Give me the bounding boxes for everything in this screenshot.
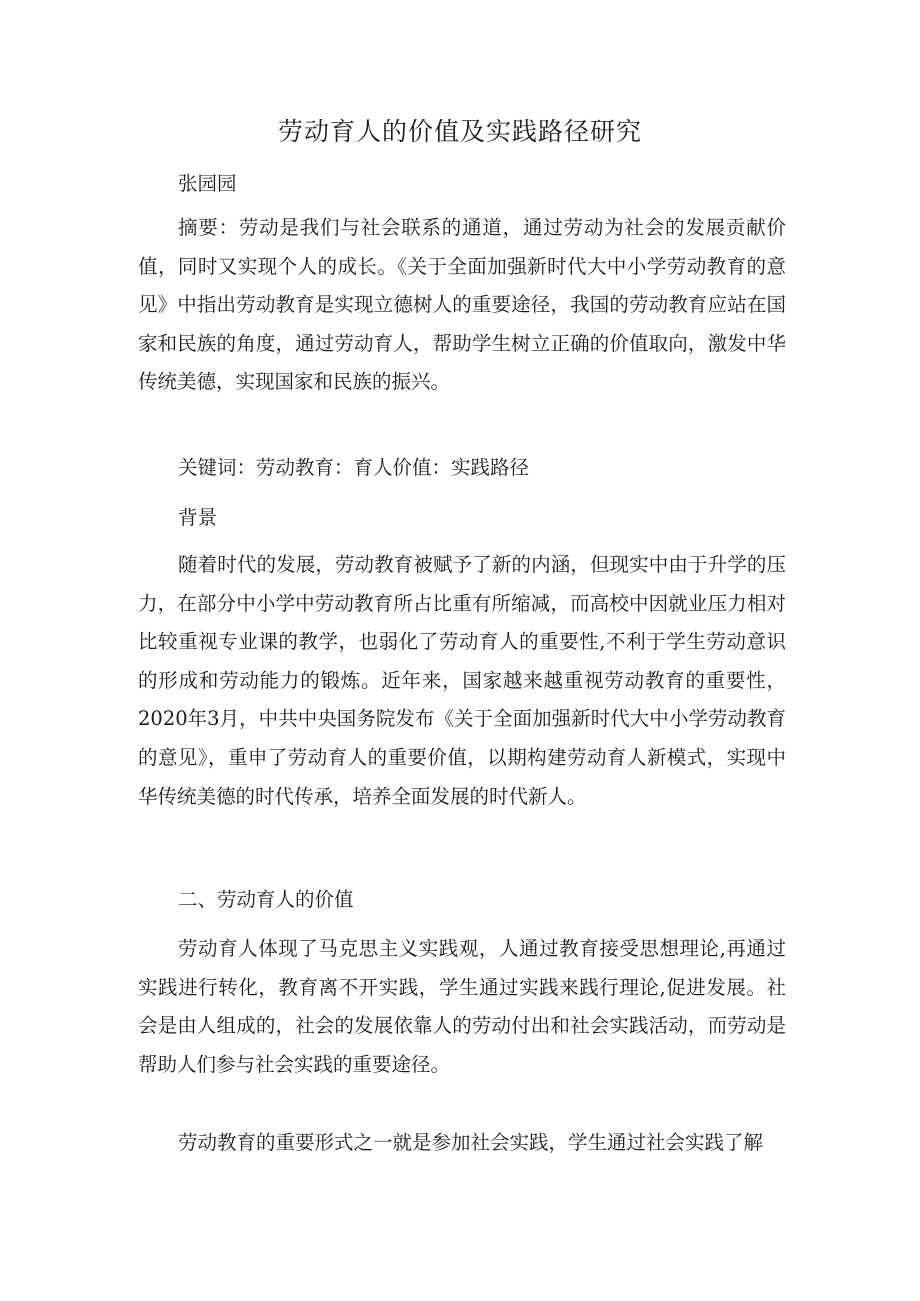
section-two-heading: 二、劳动育人的价值 bbox=[178, 888, 354, 911]
author-name: 张园园 bbox=[178, 172, 237, 195]
background-heading: 背景 bbox=[178, 506, 218, 529]
section-two-paragraph-continued: 劳动教育的重要形式之一就是参加社会实践，学生通过社会实践了解 bbox=[178, 1131, 764, 1154]
abstract-paragraph: 摘要：劳动是我们与社会联系的通道，通过劳动为社会的发展贡献价值，同时又实现个人的成长。《关于全面加强新时代大中小学劳动教育的意见》中指出劳动教育是实现立德树人的重要途径，我国的劳动教育应站在国家和民族的角度，通过劳动育人，帮助学生树立正确的价值取向，激发中华传统美德，实现国家和民族的振兴。 bbox=[138, 216, 786, 394]
section-two-paragraph: 劳动育人体现了马克思主义实践观，人通过教育接受思想理论,再通过实践进行转化，教育离不开实践，学生通过实践来践行理论,促进发展。社会是由人组成的，社会的发展依靠人的劳动付出和社会实践活动，而劳动是帮助人们参与社会实践的重要途径。 bbox=[138, 937, 786, 1076]
background-paragraph: 随着时代的发展，劳动教育被赋予了新的内涵，但现实中由于升学的压力，在部分中小学中劳动教育所占比重有所缩减，而高校中因就业压力相对比较重视专业课的教学，也弱化了劳动育人的重要性,不利于学生劳动意识的形成和劳动能力的锻炼。近年来，国家越来越重视劳动教育的重要性，2020年3月，中共中央国务院发布《关于全面加强新时代大中小学劳动教育的意见》，重申了劳动育人的重要价值，以期构建劳动育人新模式，实现中华传统美德的时代传承，培养全面发展的时代新人。 bbox=[138, 553, 786, 808]
document-title: 劳动育人的价值及实践路径研究 bbox=[277, 117, 642, 146]
keywords-line: 关键词：劳动教育：育人价值：实践路径 bbox=[178, 456, 530, 479]
